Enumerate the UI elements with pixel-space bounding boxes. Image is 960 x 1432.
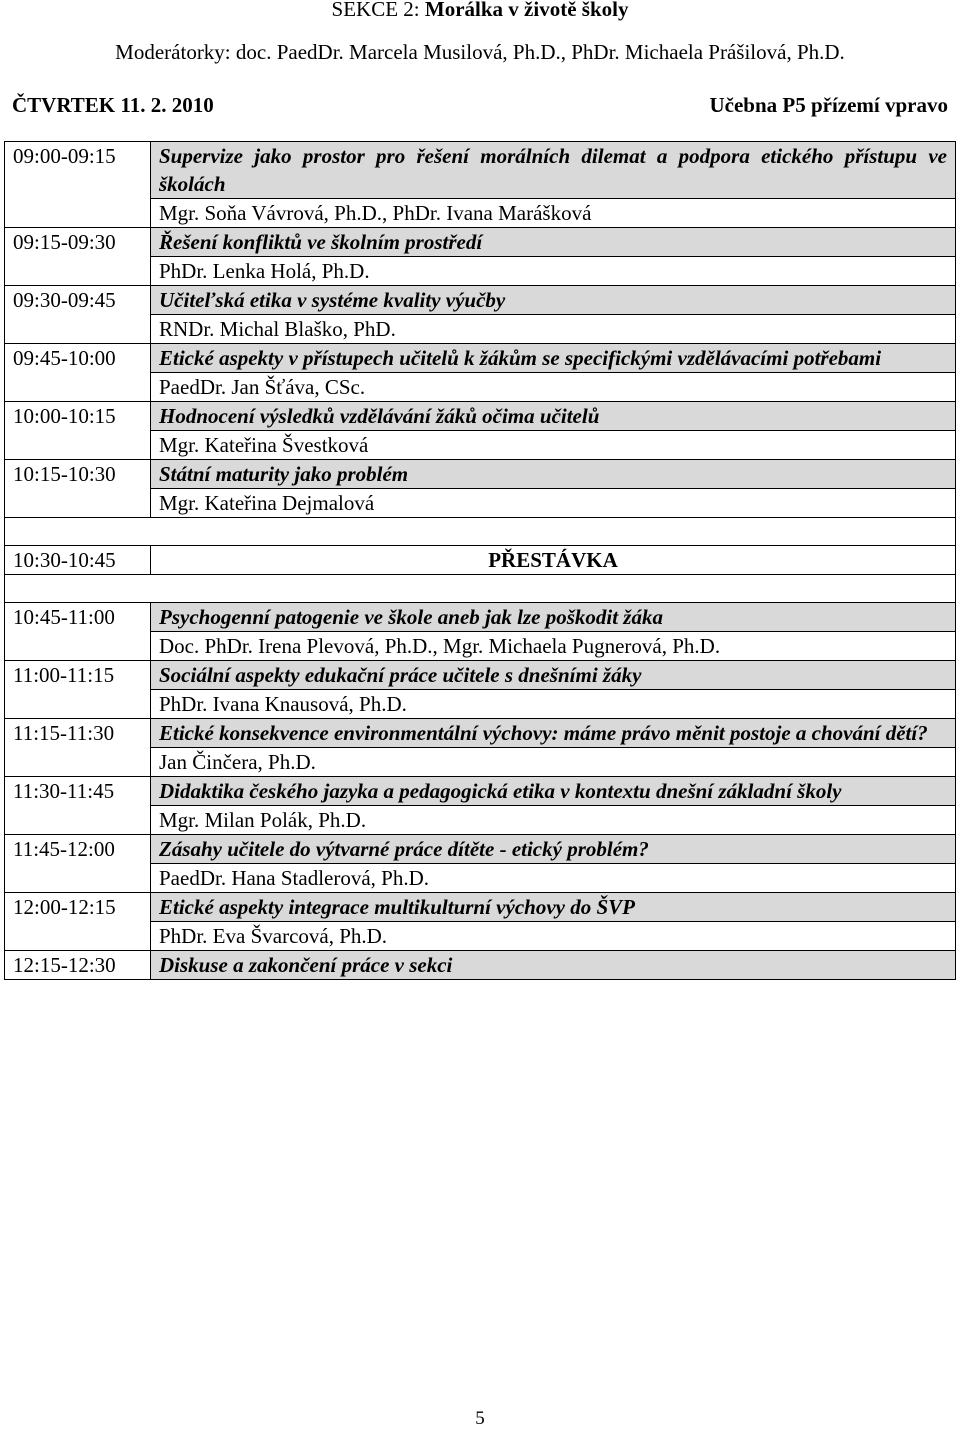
closing-row: [5, 951, 956, 980]
session-time: 12:00-12:15: [5, 893, 151, 951]
spacer-row: [5, 575, 956, 603]
session-time: 11:15-11:30: [5, 719, 151, 777]
session-title-row: [5, 344, 956, 373]
session-time: 11:30-11:45: [5, 777, 151, 835]
session-title: Etické konsekvence environmentální výchovy: máme právo měnit postoje a chování dětí?: [151, 719, 956, 748]
session-title-row: [5, 402, 956, 431]
session-speaker: RNDr. Michal Blaško, PhD.: [151, 315, 956, 344]
session-speaker: Jan Činčera, Ph.D.: [151, 748, 956, 777]
session-title: Etické aspekty v přístupech učitelů k žákům se specifickými vzdělávacími potřebami: [151, 344, 956, 373]
schedule-table: [4, 141, 956, 980]
session-speaker: Mgr. Kateřina Švestková: [151, 431, 956, 460]
break-label: PŘESTÁVKA: [151, 546, 956, 575]
session-title: Sociální aspekty edukační práce učitele s dnešními žáky: [151, 661, 956, 690]
closing-title: Diskuse a zakončení práce v sekci: [151, 951, 956, 980]
session-title: Supervize jako prostor pro řešení morálních dilemat a podpora etického přístupu ve školách: [151, 142, 956, 199]
session-title-row: [5, 893, 956, 922]
session-speaker: PaedDr. Hana Stadlerová, Ph.D.: [151, 864, 956, 893]
section-title: Morálka v životě školy: [424, 0, 629, 21]
session-speaker: PhDr. Ivana Knausová, Ph.D.: [151, 690, 956, 719]
spacer-cell: [5, 575, 956, 603]
closing-time: 12:15-12:30: [5, 951, 151, 980]
session-title: Zásahy učitele do výtvarné práce dítěte - etický problém?: [151, 835, 956, 864]
session-title-row: [5, 661, 956, 690]
day-label: ČTVRTEK 11. 2. 2010: [12, 93, 214, 117]
session-time: 10:00-10:15: [5, 402, 151, 460]
session-title-row: [5, 719, 956, 748]
session-title: Psychogenní patogenie ve škole aneb jak lze poškodit žáka: [151, 603, 956, 632]
room-label: Učebna P5 přízemí vpravo: [709, 93, 948, 117]
session-time: 10:45-11:00: [5, 603, 151, 661]
session-speaker: Doc. PhDr. Irena Plevová, Ph.D., Mgr. Michaela Pugnerová, Ph.D.: [151, 632, 956, 661]
session-time: 11:45-12:00: [5, 835, 151, 893]
session-speaker: PaedDr. Jan Šťáva, CSc.: [151, 373, 956, 402]
session-speaker: PhDr. Lenka Holá, Ph.D.: [151, 257, 956, 286]
session-title-row: [5, 286, 956, 315]
session-title-row: [5, 142, 956, 199]
session-title: Státní maturity jako problém: [151, 460, 956, 489]
spacer-row: [5, 518, 956, 546]
page-number: 5: [475, 1408, 485, 1429]
session-title: Didaktika českého jazyka a pedagogická etika v kontextu dnešní základní školy: [151, 777, 956, 806]
session-time: 09:45-10:00: [5, 344, 151, 402]
session-time: 11:00-11:15: [5, 661, 151, 719]
session-title: Řešení konfliktů ve školním prostředí: [151, 228, 956, 257]
day-line: [12, 93, 948, 118]
session-title: Hodnocení výsledků vzdělávání žáků očima učitelů: [151, 402, 956, 431]
session-speaker: PhDr. Eva Švarcová, Ph.D.: [151, 922, 956, 951]
section-heading: [0, 0, 960, 22]
session-title-row: [5, 603, 956, 632]
session-title-row: [5, 835, 956, 864]
session-time: 09:15-09:30: [5, 228, 151, 286]
moderators-line: Moderátorky: doc. PaedDr. Marcela Musilová, Ph.D., PhDr. Michaela Prášilová, Ph.D.: [115, 40, 845, 64]
session-title: Učiteľská etika v systéme kvality výučby: [151, 286, 956, 315]
session-time: 09:00-09:15: [5, 142, 151, 228]
spacer-cell: [5, 518, 956, 546]
session-title-row: [5, 460, 956, 489]
session-speaker: Mgr. Milan Polák, Ph.D.: [151, 806, 956, 835]
session-speaker: Mgr. Soňa Vávrová, Ph.D., PhDr. Ivana Marášková: [151, 199, 956, 228]
session-time: 10:15-10:30: [5, 460, 151, 518]
section-prefix: SEKCE 2:: [331, 0, 425, 21]
session-time: 09:30-09:45: [5, 286, 151, 344]
break-row: [5, 546, 956, 575]
session-title-row: [5, 228, 956, 257]
session-title: Etické aspekty integrace multikulturní výchovy do ŠVP: [151, 893, 956, 922]
session-title-row: [5, 777, 956, 806]
session-speaker: Mgr. Kateřina Dejmalová: [151, 489, 956, 518]
break-time: 10:30-10:45: [5, 546, 151, 575]
